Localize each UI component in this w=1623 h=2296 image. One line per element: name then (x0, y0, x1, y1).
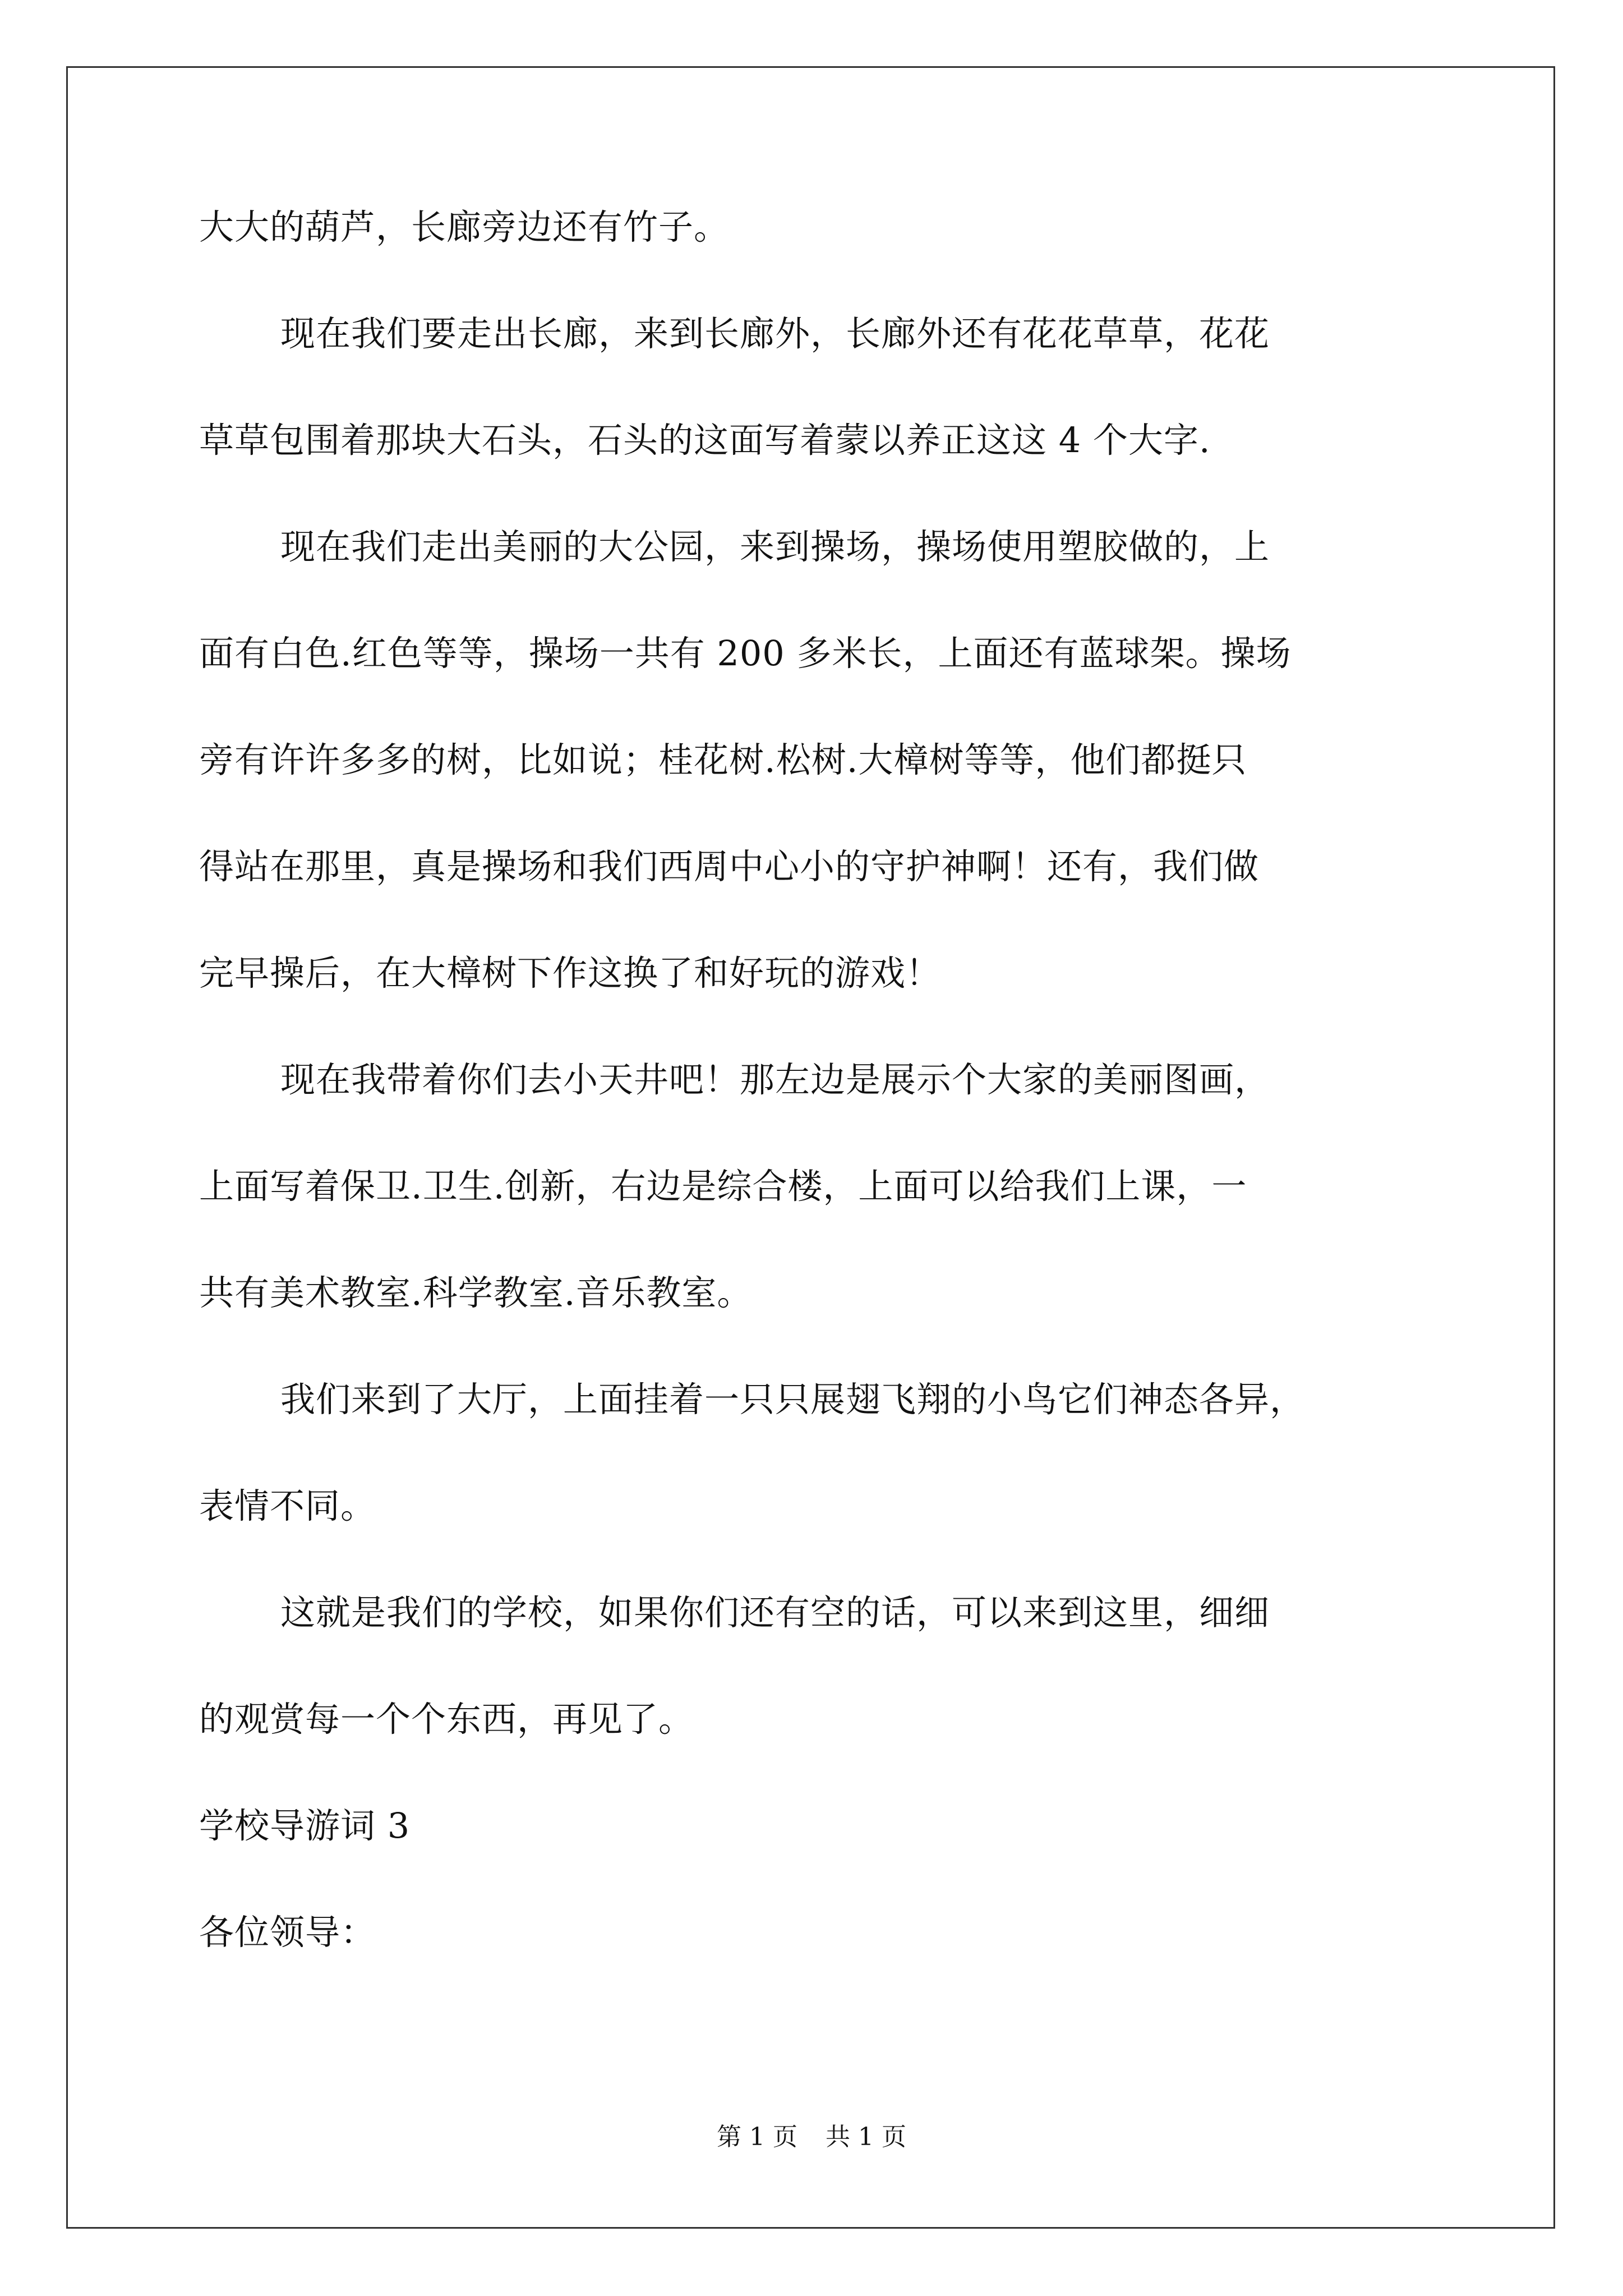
paragraph-line: 完早操后，在大樟树下作这换了和好玩的游戏！ (199, 953, 942, 993)
paragraph-line: 现在我带着你们去小天井吧！那左边是展示个大家的美丽图画， (280, 1059, 1270, 1100)
paragraph-line: 得站在那里，真是操场和我们西周中心小的守护神啊！还有，我们做 (199, 846, 1260, 887)
paragraph-line: 这就是我们的学校，如果你们还有空的话，可以来到这里，细细 (280, 1592, 1270, 1633)
salutation: 各位领导： (199, 1912, 376, 1953)
paragraph-line: 现在我们要走出长廊，来到长廊外，长廊外还有花花草草，花花 (280, 313, 1270, 354)
paragraph-line: 面有白色.红色等等，操场一共有 200 多米长，上面还有蓝球架。操场 (199, 633, 1292, 674)
paragraph-line: 草草包围着那块大石头，石头的这面写着蒙以养正这这 4 个大字. (199, 420, 1211, 461)
paragraph-line: 的观赏每一个个东西，再见了。 (199, 1699, 694, 1740)
paragraph-line: 大大的葫芦，长廊旁边还有竹子。 (199, 206, 730, 247)
page-total: 共 1 页 (826, 2123, 906, 2151)
paragraph-line: 现在我们走出美丽的大公园，来到操场，操场使用塑胶做的，上 (280, 526, 1270, 567)
page-footer (0, 2120, 1623, 2154)
paragraph-line: 表情不同。 (199, 1485, 376, 1526)
page-number: 第 1 页 (717, 2123, 797, 2151)
page-border (66, 66, 1555, 2229)
paragraph-line: 我们来到了大厅，上面挂着一只只展翅飞翔的小鸟它们神态各异， (280, 1379, 1306, 1420)
section-heading: 学校导游词 3 (199, 1805, 411, 1846)
paragraph-line: 共有美术教室.科学教室.音乐教室。 (199, 1272, 753, 1313)
paragraph-line: 旁有许许多多的树，比如说；桂花树.松树.大樟树等等，他们都挺只 (199, 739, 1247, 780)
paragraph-line: 上面写着保卫.卫生.创新，右边是综合楼，上面可以给我们上课，一 (199, 1166, 1247, 1207)
